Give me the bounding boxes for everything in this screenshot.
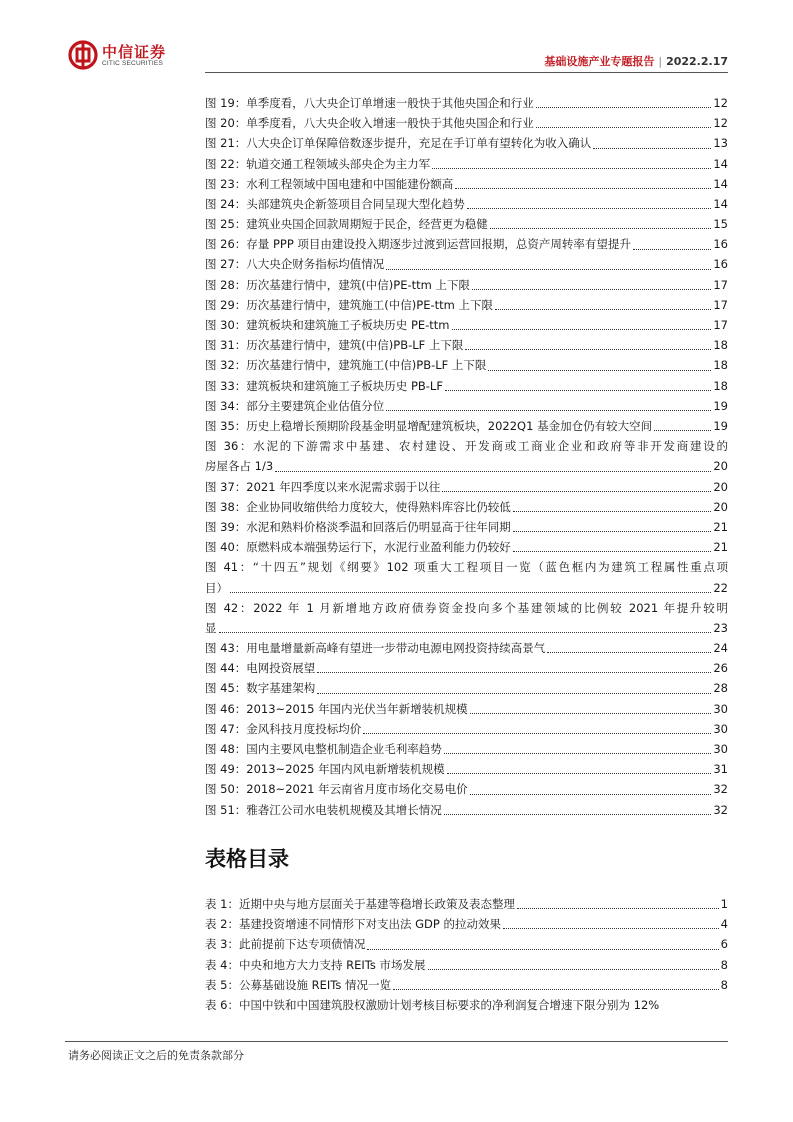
toc-entry[interactable]	[205, 779, 728, 799]
toc-page-number: 21	[713, 540, 728, 555]
toc-page-number: 17	[713, 277, 728, 292]
toc-entry-title: 表 5：公募基础设施 REITs 情况一览	[205, 977, 392, 992]
toc-page-number: 8	[720, 977, 728, 992]
toc-page-number: 31	[713, 762, 728, 777]
toc-entry[interactable]	[205, 739, 728, 759]
dot-leader	[495, 309, 711, 310]
toc-entry-title: 图 48：国内主要风电整机制造企业毛利率趋势	[205, 742, 442, 757]
toc-entry[interactable]	[205, 295, 728, 315]
dot-leader	[513, 511, 712, 512]
dot-leader	[503, 928, 719, 929]
dot-leader	[363, 733, 711, 734]
table-list	[205, 894, 728, 1015]
dot-leader	[490, 228, 712, 229]
dot-leader	[444, 814, 712, 815]
dot-leader	[517, 908, 719, 909]
dot-leader	[317, 693, 711, 694]
dot-leader	[513, 551, 712, 552]
toc-entry-title: 图 41：“十四五”规划《纲要》102 项重大工程项目一览（蓝色框内为建筑工程属性重点项	[205, 560, 728, 575]
toc-page-number: 14	[713, 196, 728, 211]
toc-page-number: 30	[713, 721, 728, 736]
toc-entry[interactable]	[205, 477, 728, 497]
page-header	[0, 0, 793, 80]
dot-leader	[386, 269, 711, 270]
toc-page-number: 30	[713, 742, 728, 757]
dot-leader	[654, 430, 711, 431]
citic-logo-icon	[68, 40, 98, 70]
toc-entry[interactable]	[205, 537, 728, 557]
toc-entry-title: 图 46：2013~2015 年国内光伏当年新增装机规模	[205, 701, 468, 716]
toc-entry[interactable]	[205, 436, 728, 476]
header-divider	[205, 72, 728, 73]
toc-page-number: 24	[713, 641, 728, 656]
toc-entry-title: 图 26：存量 PPP 项目由建设投入期逐步过渡到运营回报期，总资产周转率有望提升	[205, 237, 631, 252]
dot-leader	[452, 329, 712, 330]
toc-entry[interactable]	[205, 234, 728, 254]
toc-entry-title: 表 4：中央和地方大力支持 REITs 市场发展	[205, 957, 426, 972]
dot-leader	[432, 168, 711, 169]
toc-entry-title: 图 47：金风科技月度投标均价	[205, 721, 362, 736]
dot-leader	[547, 652, 711, 653]
toc-page-number: 16	[713, 257, 728, 272]
toc-entry[interactable]	[205, 335, 728, 355]
tables-section-title: 表格目录	[205, 847, 289, 871]
dot-leader	[455, 188, 711, 189]
dot-leader	[442, 491, 711, 492]
dot-leader	[470, 713, 712, 714]
toc-entry[interactable]	[205, 174, 728, 194]
brand-name-cn: 中信证券	[102, 43, 167, 61]
toc-page-number: 15	[713, 217, 728, 232]
toc-entry-title-cont: 显	[205, 620, 217, 635]
toc-entry-title: 图 49：2013~2025 年国内风电新增装机规模	[205, 762, 445, 777]
dot-leader	[513, 531, 712, 532]
toc-entry[interactable]	[205, 975, 728, 995]
toc-entry-title: 图 29：历次基建行情中，建筑施工(中信)PE-ttm 上下限	[205, 297, 493, 312]
toc-entry-title: 图 44：电网投资展望	[205, 661, 316, 676]
toc-entry[interactable]	[205, 517, 728, 537]
toc-page-number: 20	[713, 459, 728, 474]
toc-page-number: 19	[713, 418, 728, 433]
toc-entry[interactable]	[205, 416, 728, 436]
toc-entry-title: 图 30：建筑板块和建筑施工子板块历史 PE-ttm	[205, 318, 450, 333]
dot-leader	[536, 127, 712, 128]
toc-entry-title: 表 1：近期中央与地方层面关于基建等稳增长政策及表态整理	[205, 896, 515, 911]
toc-page-number: 30	[713, 701, 728, 716]
dot-leader	[386, 410, 711, 411]
toc-page-number: 26	[713, 661, 728, 676]
toc-page-number: 1	[720, 896, 728, 911]
toc-entry[interactable]	[205, 275, 728, 295]
toc-page-number: 17	[713, 297, 728, 312]
toc-entry-title: 图 40：原燃料成本端强势运行下，水泥行业盈利能力仍较好	[205, 540, 511, 555]
toc-page-number: 18	[713, 338, 728, 353]
toc-entry-title: 图 36：水泥的下游需求中基建、农村建设、开发商或工商业企业和政府等非开发商建设的	[205, 439, 728, 454]
dot-leader	[230, 592, 711, 593]
toc-page-number: 18	[713, 358, 728, 373]
toc-entry-title: 图 51：雅砻江公司水电装机规模及其增长情况	[205, 802, 442, 817]
toc-entry-title-cont: 房屋各占 1/3	[205, 459, 274, 474]
toc-entry[interactable]	[205, 598, 728, 638]
dot-leader	[465, 349, 711, 350]
toc-entry[interactable]	[205, 678, 728, 698]
toc-entry-title: 图 22：轨道交通工程领域头部央企为主力军	[205, 156, 431, 171]
toc-entry[interactable]	[205, 113, 728, 133]
dot-leader	[467, 208, 712, 209]
disclaimer-note: 请务必阅读正文之后的免责条款部分	[68, 1049, 244, 1062]
toc-entry[interactable]	[205, 800, 728, 820]
toc-entry[interactable]	[205, 955, 728, 975]
report-title: 基础设施产业专题报告	[544, 55, 655, 68]
report-date: 2022.2.17	[666, 55, 728, 68]
dot-leader	[317, 672, 711, 673]
toc-page-number: 6	[720, 937, 728, 952]
toc-page-number: 18	[713, 378, 728, 393]
toc-entry-title: 图 33：建筑板块和建筑施工子板块历史 PB-LF	[205, 378, 443, 393]
toc-entry[interactable]	[205, 214, 728, 234]
toc-entry-title: 表 3：此前提前下达专项债情况	[205, 937, 366, 952]
toc-page-number: 28	[713, 681, 728, 696]
toc-entry-title: 图 35：历史上稳增长预期阶段基金明显增配建筑板块，2022Q1 基金加仓仍有较大空间	[205, 418, 653, 433]
toc-entry-title: 图 38：企业协同收缩供给力度较大，使得熟料库容比仍较低	[205, 499, 511, 514]
dot-leader	[447, 773, 712, 774]
toc-entry[interactable]	[205, 699, 728, 719]
toc-page-number: 22	[713, 580, 728, 595]
toc-entry-title: 图 19：单季度看，八大央企订单增速一般快于其他央国企和行业	[205, 95, 534, 110]
toc-entry[interactable]	[205, 934, 728, 954]
dot-leader	[633, 249, 711, 250]
toc-entry[interactable]	[205, 497, 728, 517]
header-separator: |	[658, 55, 663, 68]
dot-leader	[219, 632, 712, 633]
figure-list	[205, 93, 728, 820]
toc-entry[interactable]	[205, 759, 728, 779]
dot-leader	[444, 753, 712, 754]
toc-page-number: 12	[713, 116, 728, 131]
report-meta	[544, 53, 728, 69]
toc-page-number: 13	[713, 136, 728, 151]
dot-leader	[445, 390, 711, 391]
toc-entry[interactable]	[205, 719, 728, 739]
toc-entry-title: 图 32：历次基建行情中，建筑施工(中信)PB-LF 上下限	[205, 358, 487, 373]
dot-leader	[367, 949, 718, 950]
toc-entry-title: 图 28：历次基建行情中，建筑(中信)PE-ttm 上下限	[205, 277, 470, 292]
dot-leader	[472, 289, 711, 290]
toc-page-number: 20	[713, 479, 728, 494]
toc-entry[interactable]	[205, 638, 728, 658]
toc-entry-title: 图 42：2022 年 1 月新增地方政府债券资金投向多个基建领域的比例较 2021 年提升较明	[205, 600, 728, 615]
toc-entry-title: 图 39：水泥和熟料价格淡季温和回落后仍明显高于往年同期	[205, 519, 511, 534]
toc-entry-title: 图 21：八大央企订单保障倍数逐步提升，充足在手订单有望转化为收入确认	[205, 136, 592, 151]
toc-entry-title: 图 23：水利工程领域中国电建和中国能建份额高	[205, 176, 454, 191]
toc-page-number: 4	[720, 917, 728, 932]
toc-page-number: 8	[720, 957, 728, 972]
toc-page-number: 19	[713, 398, 728, 413]
toc-entry-title: 图 20：单季度看，八大央企收入增速一般快于其他央国企和行业	[205, 116, 534, 131]
toc-entry-title: 图 43：用电量增量新高峰有望进一步带动电源电网投资持续高景气	[205, 641, 546, 656]
toc-entry[interactable]	[205, 995, 728, 1015]
toc-entry[interactable]	[205, 133, 728, 153]
toc-page-number: 17	[713, 318, 728, 333]
toc-entry-title: 图 50：2018~2021 年云南省月度市场化交易电价	[205, 782, 468, 797]
citic-securities-logo	[68, 40, 176, 74]
dot-leader	[593, 148, 711, 149]
toc-page-number: 14	[713, 156, 728, 171]
toc-entry[interactable]	[205, 914, 728, 934]
toc-entry[interactable]	[205, 894, 728, 914]
toc-page-number: 32	[713, 782, 728, 797]
dot-leader	[428, 969, 719, 970]
toc-entry[interactable]	[205, 93, 728, 113]
dot-leader	[275, 471, 711, 472]
brand-name-en: CITIC SECURITIES	[102, 60, 163, 67]
toc-entry[interactable]	[205, 194, 728, 214]
toc-entry[interactable]	[205, 355, 728, 375]
toc-entry-title: 图 25：建筑业央国企回款周期短于民企，经营更为稳健	[205, 217, 488, 232]
toc-entry[interactable]	[205, 557, 728, 597]
toc-page-number: 32	[713, 802, 728, 817]
toc-entry[interactable]	[205, 396, 728, 416]
toc-entry-title: 表 6：中国中铁和中国建筑股权激励计划考核目标要求的净利润复合增速下限分别为 12%	[205, 997, 660, 1012]
toc-entry-title: 图 27：八大央企财务指标均值情况	[205, 257, 385, 272]
toc-page-number: 23	[713, 620, 728, 635]
dot-leader	[488, 370, 711, 371]
toc-entry[interactable]	[205, 315, 728, 335]
dot-leader	[536, 107, 712, 108]
toc-entry-title: 表 2：基建投资增速不同情形下对支出法 GDP 的拉动效果	[205, 917, 501, 932]
toc-page-number: 16	[713, 237, 728, 252]
toc-page-number: 12	[713, 95, 728, 110]
toc-entry[interactable]	[205, 255, 728, 275]
dot-leader	[470, 794, 712, 795]
toc-page-number: 14	[713, 176, 728, 191]
toc-page-number: 20	[713, 499, 728, 514]
toc-entry[interactable]	[205, 376, 728, 396]
toc-entry-title: 图 34：部分主要建筑企业估值分位	[205, 398, 385, 413]
toc-entry[interactable]	[205, 658, 728, 678]
toc-entry-title: 图 31：历次基建行情中，建筑(中信)PB-LF 上下限	[205, 338, 464, 353]
toc-entry[interactable]	[205, 154, 728, 174]
footer-divider	[65, 1041, 728, 1042]
toc-entry-title: 图 37：2021 年四季度以来水泥需求弱于以往	[205, 479, 441, 494]
toc-entry-title: 图 45：数字基建架构	[205, 681, 316, 696]
dot-leader	[393, 989, 719, 990]
toc-entry-title: 图 24：头部建筑央企新签项目合同呈现大型化趋势	[205, 196, 465, 211]
toc-entry-title-cont: 目）	[205, 580, 228, 595]
toc-page-number: 21	[713, 519, 728, 534]
